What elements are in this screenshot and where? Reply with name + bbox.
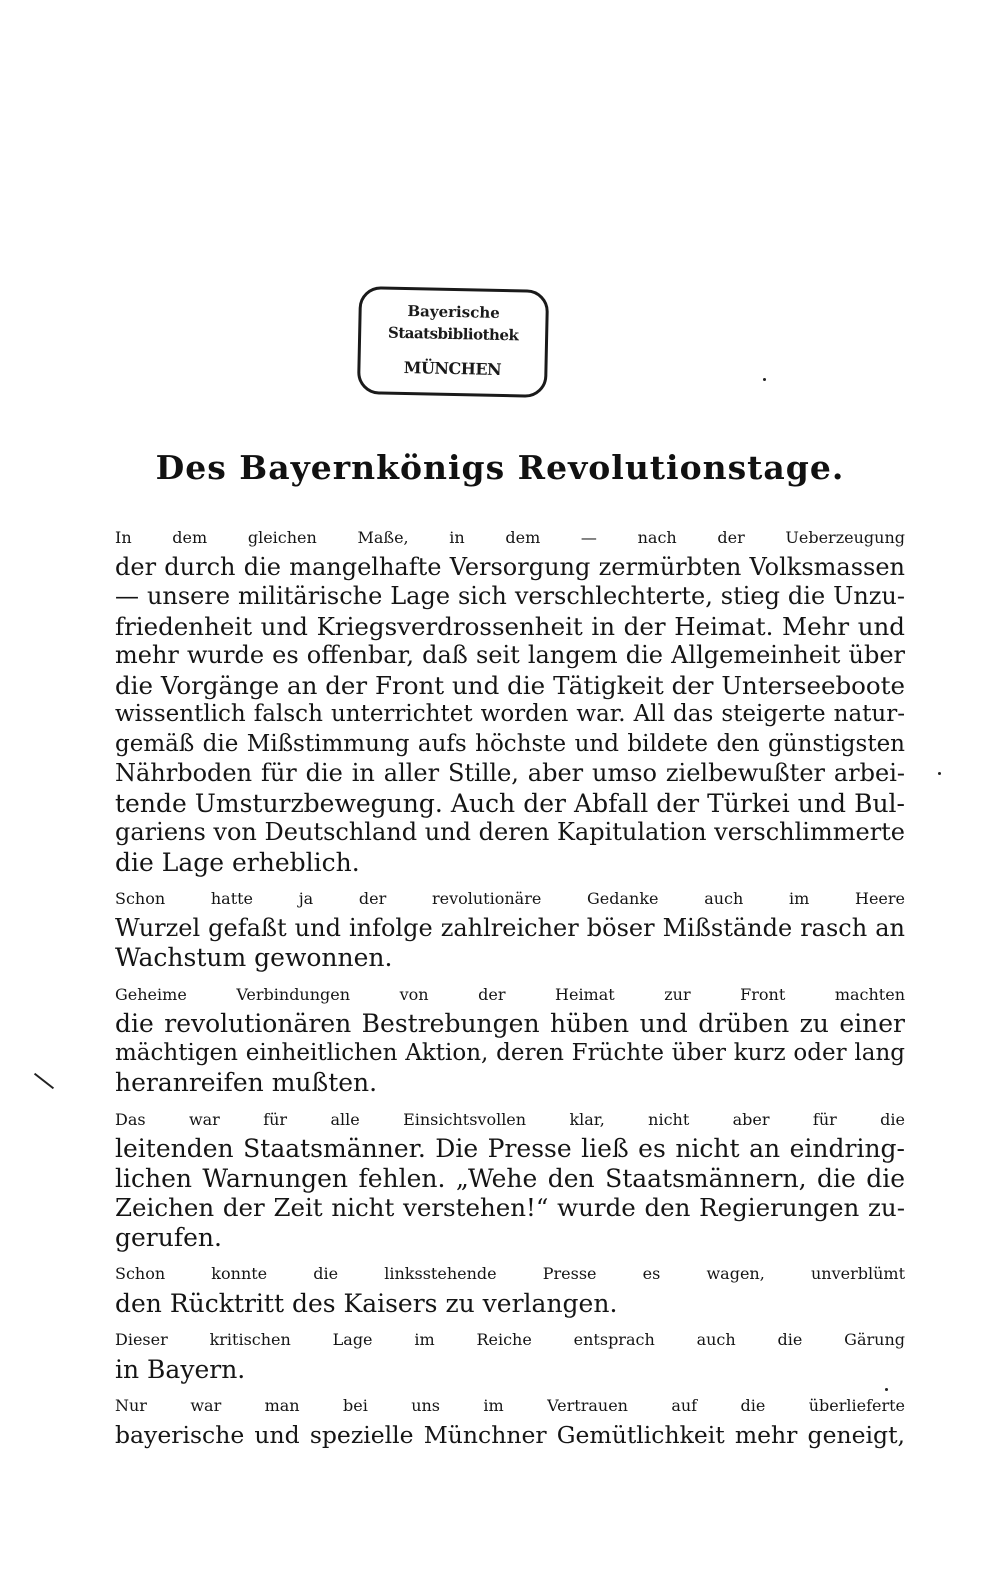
speck-mark bbox=[938, 772, 941, 775]
paragraph bbox=[55, 980, 905, 1098]
text-line: Dieser kritischen Lage im Reiche entsprach auch die Gärung bbox=[115, 1330, 905, 1349]
text-line: lichen Warnungen fehlen. „Wehe den Staatsmännern, die die bbox=[115, 1163, 905, 1193]
text-line: Das war für alle Einsichtsvollen klar, nicht aber für die bbox=[115, 1109, 905, 1129]
text-line: Nährboden für die in aller Stille, aber umso zielbewußter arbei- bbox=[115, 759, 905, 787]
text-line: die Vorgänge an der Front und die Tätigkeit der Unterseeboote bbox=[115, 670, 905, 700]
text-line: wissentlich falsch unterrichtet worden war. All das steigerte natur- bbox=[115, 701, 905, 727]
margin-pencil-mark bbox=[34, 1073, 54, 1089]
text-line: mehr wurde es offenbar, daß seit langem die Allgemeinheit über bbox=[115, 641, 905, 669]
text-line: tende Umsturzbewegung. Auch der Abfall der Türkei und Bul- bbox=[115, 788, 905, 818]
text-line: Schon konnte die linksstehende Presse es wagen, unverblümt bbox=[115, 1264, 905, 1283]
speck-mark bbox=[763, 378, 766, 381]
paragraph bbox=[55, 1105, 905, 1253]
stamp-line-3: MÜNCHEN bbox=[403, 357, 502, 380]
text-line: den Rücktritt des Kaisers zu verlangen. bbox=[115, 1288, 618, 1318]
text-line: — unsere militärische Lage sich verschlechterte, stieg die Unzu- bbox=[115, 582, 905, 610]
text-line: Geheime Verbindungen von der Heimat zur Front machten bbox=[115, 984, 905, 1004]
stamp-line-2: Staatsbibliothek bbox=[387, 323, 519, 345]
paragraph bbox=[55, 523, 905, 877]
text-line: der durch die mangelhafte Versorgung zermürbten Volksmassen bbox=[115, 552, 905, 581]
text-line: Schon hatte ja der revolutionäre Gedanke auch im Heere bbox=[115, 889, 905, 908]
library-stamp bbox=[357, 286, 549, 398]
paragraph bbox=[55, 1259, 905, 1318]
paragraph bbox=[55, 1325, 905, 1384]
text-line: gariens von Deutschland und deren Kapitulation verschlimmerte bbox=[115, 818, 906, 846]
text-line: Wurzel gefaßt und infolge zahlreicher böser Mißstände rasch an bbox=[115, 913, 905, 942]
stamp-line-1: Bayerische bbox=[407, 302, 500, 322]
text-line: Wachstum gewonnen. bbox=[115, 943, 393, 972]
paragraph bbox=[55, 884, 905, 973]
text-line: In dem gleichen Maße, in dem — nach der Ueberzeugung bbox=[115, 528, 905, 547]
text-line: bayerische und spezielle Münchner Gemütlichkeit mehr geneigt, bbox=[115, 1420, 905, 1449]
paragraph bbox=[55, 1391, 905, 1450]
text-line: die revolutionären Bestrebungen hüben und drüben zu einer bbox=[115, 1009, 905, 1038]
text-line: die Lage erheblich. bbox=[115, 847, 360, 877]
text-line: leitenden Staatsmänner. Die Presse ließ es nicht an eindring- bbox=[115, 1134, 905, 1163]
text-line: heranreifen mußten. bbox=[115, 1068, 378, 1097]
page-title: Des Bayernkönigs Revolutionstage. bbox=[155, 448, 845, 487]
text-line: in Bayern. bbox=[115, 1354, 246, 1384]
text-line: gemäß die Mißstimmung aufs höchste und bildete den günstigsten bbox=[115, 730, 905, 757]
text-line: Zeichen der Zeit nicht verstehen!“ wurde den Regierungen zu- bbox=[115, 1193, 905, 1222]
text-line: Nur war man bei uns im Vertrauen auf die überlieferte bbox=[115, 1396, 905, 1415]
body-text bbox=[55, 523, 905, 1457]
text-line: friedenheit und Kriegsverdrossenheit in der Heimat. Mehr und bbox=[115, 611, 905, 641]
text-line: mächtigen einheitlichen Aktion, deren Früchte über kurz oder lang bbox=[115, 1039, 905, 1066]
text-line: gerufen. bbox=[115, 1222, 222, 1252]
